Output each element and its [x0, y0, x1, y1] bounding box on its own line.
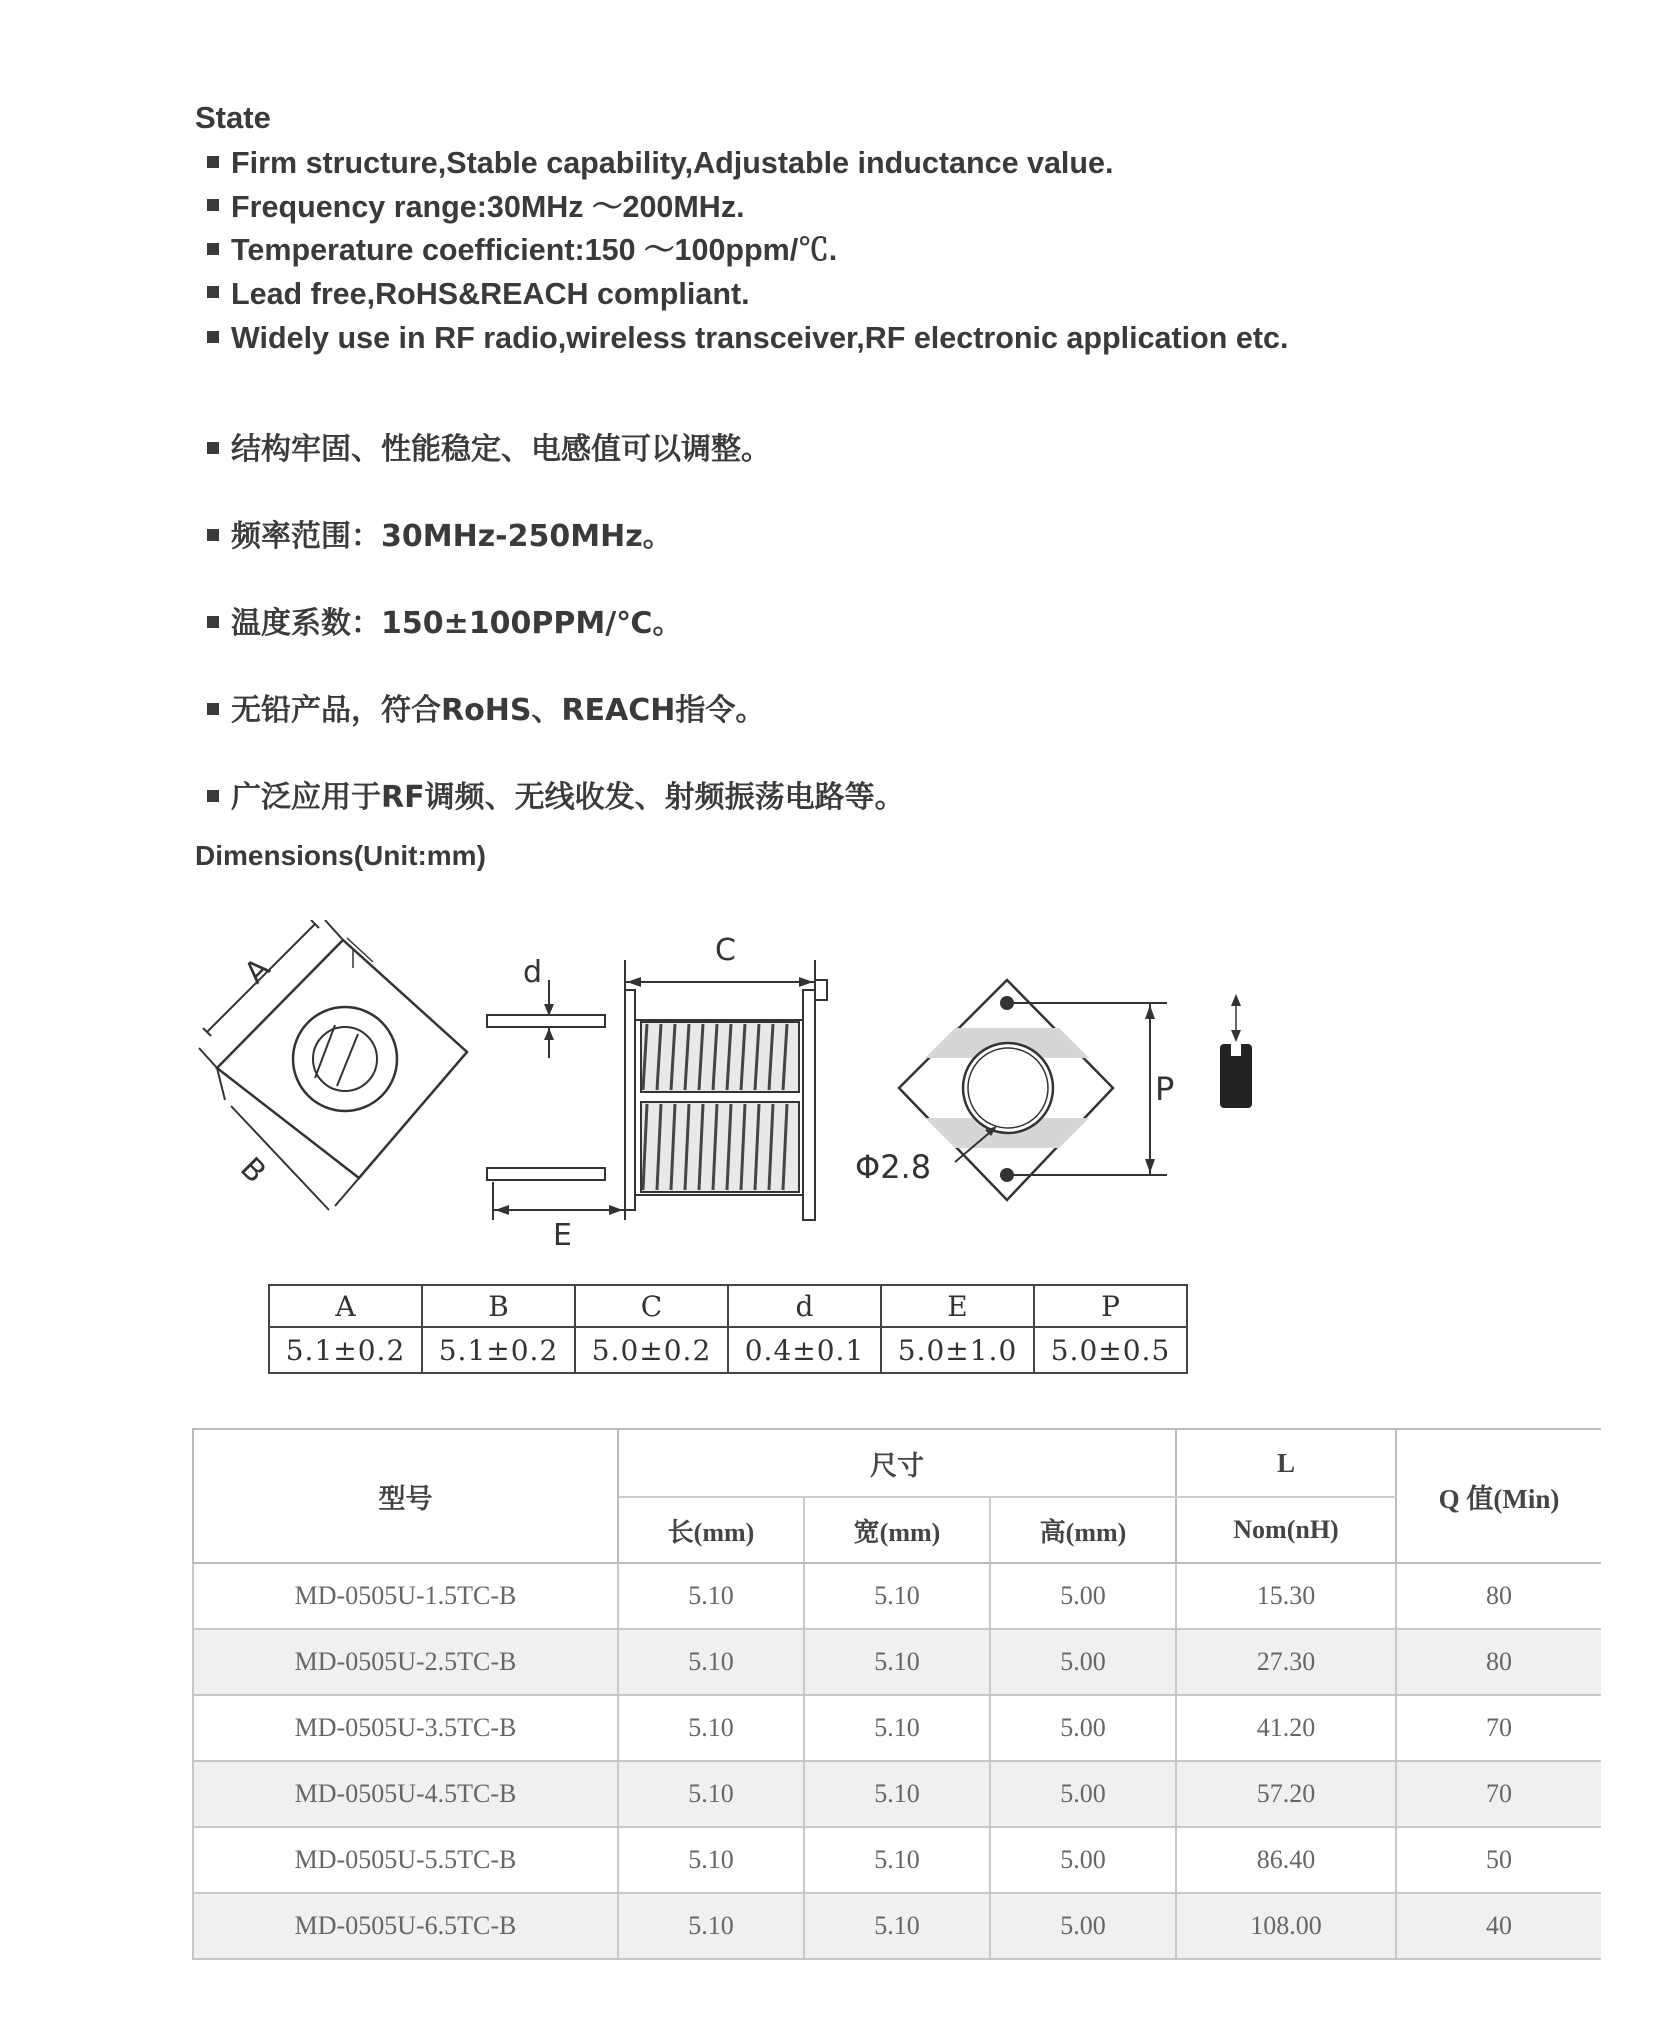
cell-height: 5.00	[990, 1893, 1176, 1959]
en-feature-item: Frequency range:30MHz ～200MHz.	[195, 186, 1355, 230]
cell-height: 5.00	[990, 1563, 1176, 1629]
cell-length: 5.10	[618, 1629, 804, 1695]
cell-model: MD-0505U-5.5TC-B	[193, 1827, 618, 1893]
cell-width: 5.10	[804, 1629, 990, 1695]
cell-model: MD-0505U-4.5TC-B	[193, 1761, 618, 1827]
cn-feature-item: 广泛应用于RF调频、无线收发、射频振荡电路等。	[195, 768, 905, 855]
dim-label-p: P	[1155, 1070, 1175, 1108]
table-row	[193, 1893, 1601, 1959]
cell-model: MD-0505U-3.5TC-B	[193, 1695, 618, 1761]
dim-value-cell: 5.0±1.0	[881, 1327, 1034, 1373]
cn-feature-item: 频率范围：30MHz-250MHz。	[195, 507, 905, 594]
square-bullet-icon	[207, 442, 219, 454]
cell-nom-inductance: 108.00	[1176, 1893, 1396, 1959]
state-title: State	[195, 100, 271, 135]
cell-q-min: 50	[1396, 1827, 1601, 1893]
cell-width: 5.10	[804, 1563, 990, 1629]
bottom-view-drawing	[855, 980, 1174, 1200]
cn-feature-item: 结构牢固、性能稳定、电感值可以调整。	[195, 420, 905, 507]
header-nom: Nom(nH)	[1176, 1497, 1396, 1563]
table-row	[193, 1827, 1601, 1893]
cell-width: 5.10	[804, 1893, 990, 1959]
cell-nom-inductance: 41.20	[1176, 1695, 1396, 1761]
cell-length: 5.10	[618, 1563, 804, 1629]
cell-height: 5.00	[990, 1629, 1176, 1695]
product-spec-table	[192, 1428, 1601, 1960]
square-bullet-icon	[207, 703, 219, 715]
cell-length: 5.10	[618, 1893, 804, 1959]
cell-height: 5.00	[990, 1761, 1176, 1827]
en-feature-item: Firm structure,Stable capability,Adjustable inductance value.	[195, 142, 1355, 186]
cell-length: 5.10	[618, 1827, 804, 1893]
square-bullet-icon	[207, 286, 219, 298]
dim-header-cell: P	[1034, 1285, 1187, 1327]
square-bullet-icon	[207, 199, 219, 211]
dimension-values-table	[268, 1284, 1188, 1374]
cn-feature-item: 温度系数：150±100PPM/℃。	[195, 594, 905, 681]
header-q: Q 值(Min)	[1396, 1429, 1601, 1563]
cell-q-min: 80	[1396, 1563, 1601, 1629]
table-row	[193, 1695, 1601, 1761]
dimensions-title: Dimensions(Unit:mm)	[195, 840, 486, 871]
square-bullet-icon	[207, 616, 219, 628]
table-row	[193, 1563, 1601, 1629]
dim-label-phi: Φ2.8	[855, 1148, 932, 1186]
cell-q-min: 70	[1396, 1761, 1601, 1827]
cell-height: 5.00	[990, 1695, 1176, 1761]
dim-value-cell: 0.4±0.1	[728, 1327, 881, 1373]
header-model: 型号	[193, 1429, 618, 1563]
table-row	[193, 1629, 1601, 1695]
cell-model: MD-0505U-2.5TC-B	[193, 1629, 618, 1695]
dim-value-cell: 5.0±0.5	[1034, 1327, 1187, 1373]
english-feature-list	[195, 142, 1355, 360]
dim-label-a: A	[237, 951, 278, 991]
square-bullet-icon	[207, 243, 219, 255]
top-view-drawing	[199, 920, 467, 1210]
dim-header-cell: E	[881, 1285, 1034, 1327]
header-height: 高(mm)	[990, 1497, 1176, 1563]
cell-model: MD-0505U-1.5TC-B	[193, 1563, 618, 1629]
chinese-feature-list	[195, 420, 905, 855]
square-bullet-icon	[207, 156, 219, 168]
cell-width: 5.10	[804, 1695, 990, 1761]
cell-width: 5.10	[804, 1761, 990, 1827]
dim-value-cell: 5.1±0.2	[269, 1327, 422, 1373]
cell-nom-inductance: 27.30	[1176, 1629, 1396, 1695]
header-size: 尺寸	[618, 1429, 1176, 1497]
spec-table-body	[193, 1563, 1601, 1959]
cell-nom-inductance: 57.20	[1176, 1761, 1396, 1827]
cell-q-min: 70	[1396, 1695, 1601, 1761]
cell-nom-inductance: 15.30	[1176, 1563, 1396, 1629]
header-l: L	[1176, 1429, 1396, 1497]
cell-model: MD-0505U-6.5TC-B	[193, 1893, 618, 1959]
dim-header-cell: d	[728, 1285, 881, 1327]
cell-height: 5.00	[990, 1827, 1176, 1893]
dim-header-cell: A	[269, 1285, 422, 1327]
cell-nom-inductance: 86.40	[1176, 1827, 1396, 1893]
cell-length: 5.10	[618, 1761, 804, 1827]
header-length: 长(mm)	[618, 1497, 804, 1563]
dim-label-e: E	[553, 1218, 572, 1253]
en-feature-item: Lead free,RoHS&REACH compliant.	[195, 273, 1355, 317]
square-bullet-icon	[207, 790, 219, 802]
cn-feature-item: 无铅产品，符合RoHS、REACH指令。	[195, 681, 905, 768]
dim-header-cell: B	[422, 1285, 575, 1327]
square-bullet-icon	[207, 331, 219, 343]
table-row	[193, 1761, 1601, 1827]
cell-q-min: 80	[1396, 1629, 1601, 1695]
square-bullet-icon	[207, 529, 219, 541]
dim-label-c: C	[715, 933, 736, 968]
cell-length: 5.10	[618, 1695, 804, 1761]
dim-label-b: B	[233, 1150, 273, 1191]
adjust-screw-drawing	[1220, 994, 1252, 1108]
dimension-drawing	[195, 920, 1295, 1260]
side-view-drawing	[487, 933, 827, 1253]
dim-value-cell: 5.0±0.2	[575, 1327, 728, 1373]
cell-width: 5.10	[804, 1827, 990, 1893]
dim-header-cell: C	[575, 1285, 728, 1327]
header-width: 宽(mm)	[804, 1497, 990, 1563]
dim-label-d: d	[523, 955, 543, 990]
en-feature-item: Widely use in RF radio,wireless transceiver,RF electronic application etc.	[195, 316, 1355, 360]
dim-value-cell: 5.1±0.2	[422, 1327, 575, 1373]
cell-q-min: 40	[1396, 1893, 1601, 1959]
en-feature-item: Temperature coefficient:150 ～100ppm/℃.	[195, 229, 1355, 273]
